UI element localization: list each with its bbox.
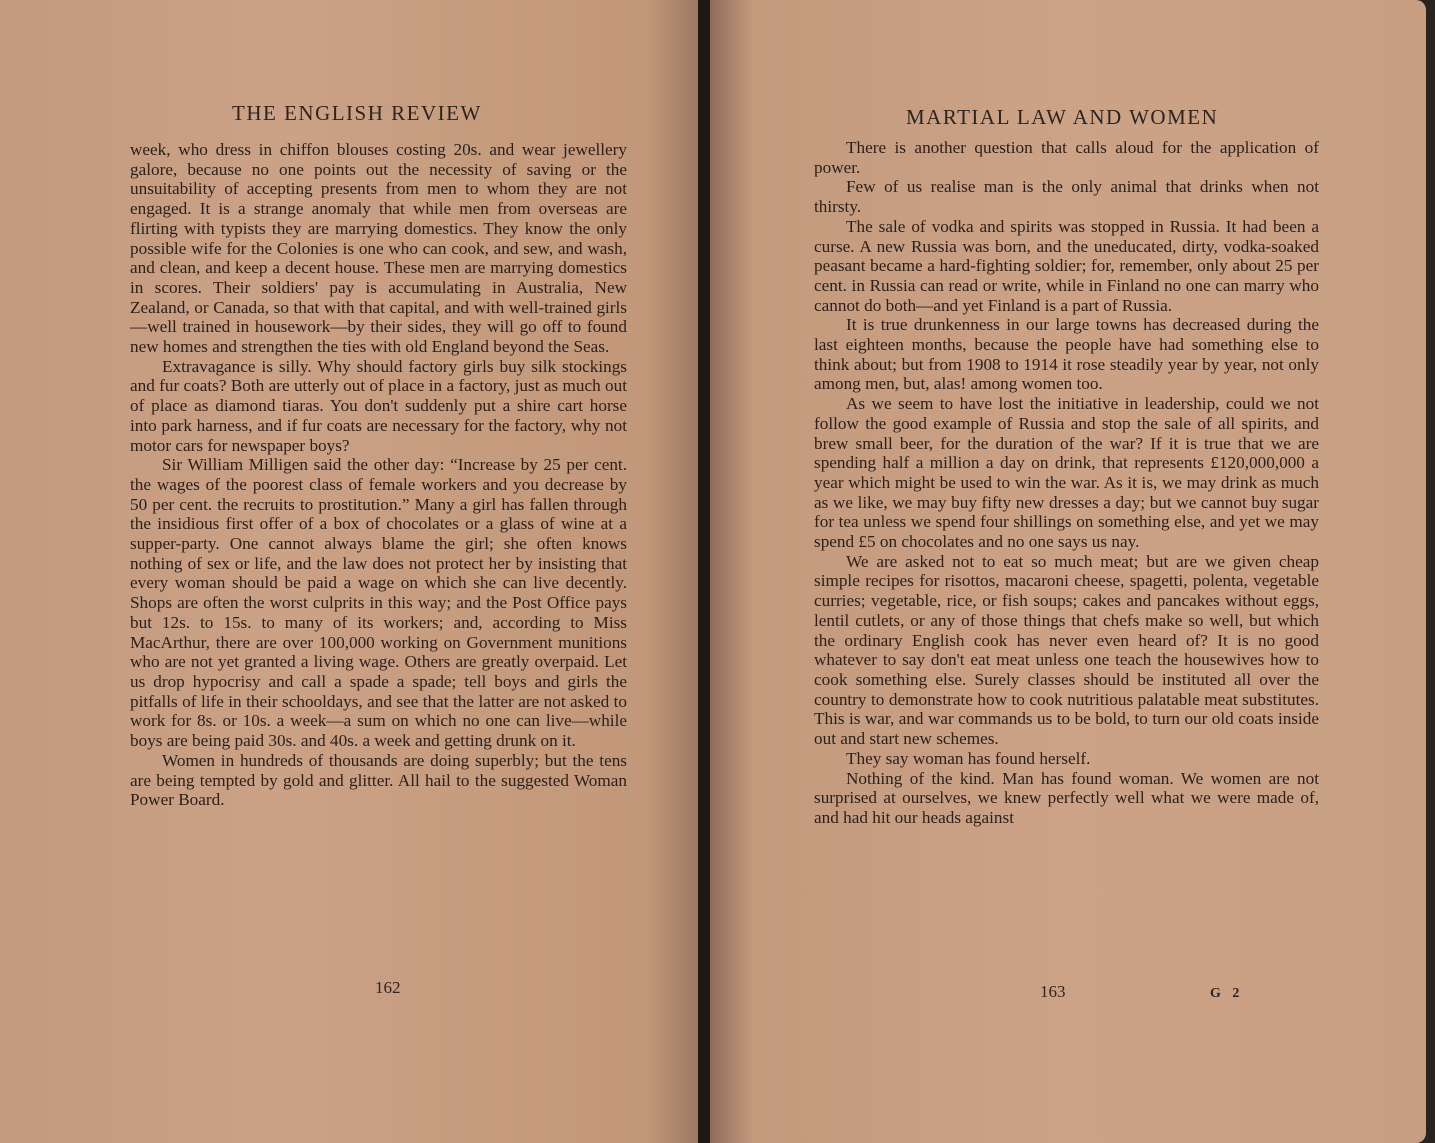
left-page	[0, 0, 703, 1143]
paragraph: Extravagance is silly. Why should factory girls buy silk stockings and fur coats? Both are utterly out of place in a factory, just as much out of place as diamond tiaras. You don't suddenly put a shire cart horse into park harness, and if fur coats are necessary for the factory, why not motor cars for newspaper boys?	[130, 356, 627, 455]
paragraph: week, who dress in chiffon blouses costing 20s. and wear jewellery galore, because no one points out the necessity of saving or the unsuitability of accepting presents from men to whom they are not engaged. It is a strange anomaly that while men from overseas are flirting with typists they are marrying domestics. They know the only possible wife for the Colonies is one who can cook, and sew, and wash, and clean, and keep a decent house. These men are marrying domestics in scores. Their soldiers' pay is accumulating in Australia, New Zealand, or Canada, so that with that capital, and with well-trained girls—well trained in housework—by their sides, they will go off to found new homes and strengthen the ties with old England beyond the Seas.	[130, 140, 627, 357]
paragraph: Nothing of the kind. Man has found woman. We women are not surprised at ourselves, we knew perfectly well what we were made of, and had hit our heads against	[814, 768, 1319, 827]
paragraph: The sale of vodka and spirits was stopped in Russia. It had been a curse. A new Russia was born, and the uneducated, dirty, vodka-soaked peasant became a hard-fighting soldier; for, remember, only about 25 per cent. in Russia can read or write, while in Finland no one can marry who cannot do both—and yet Finland is a part of Russia.	[814, 216, 1319, 315]
running-header-left: THE ENGLISH REVIEW	[232, 101, 482, 125]
left-page-body	[130, 140, 627, 810]
page-number-left: 162	[375, 978, 401, 997]
signature-mark: G 2	[1210, 986, 1244, 1001]
paragraph: They say woman has found herself.	[846, 748, 1091, 768]
paragraph: It is true drunkenness in our large towns has decreased during the last eighteen months, because the people have had something else to think about; but from 1908 to 1914 it rose steadily year by year, not only among men, but, alas! among women too.	[814, 315, 1319, 394]
right-page	[710, 0, 1426, 1143]
running-header-right: MARTIAL LAW AND WOMEN	[906, 105, 1219, 129]
book-edge	[1426, 0, 1435, 1143]
paragraph: As we seem to have lost the initiative in leadership, could we not follow the good example of Russia and stop the sale of all spirits, and brew small beer, for the duration of the war? If it is true that we are spending half a million a day on drink, that represents £120,000,000 a year which might be used to win the war. As it is, we may drink as much as we like, we may buy fifty new dresses a day; but we cannot buy sugar for tea unless we spend four shillings on something else, and yet we may spend £5 on chocolates and no one says us nay.	[814, 394, 1319, 552]
paragraph: Women in hundreds of thousands are doing superbly; but the tens are being tempted by gold and glitter. All hail to the suggested Woman Power Board.	[130, 750, 627, 810]
paragraph: Sir William Milligen said the other day: “Increase by 25 per cent. the wages of the poorest class of female workers and you decrease by 50 per cent. the recruits to prostitution.” Many a girl has fallen through the insidious first offer of a box of chocolates or a glass of wine at a supper-party. One cannot always blame the girl; she often knows nothing of sex or life, and the law does not protect her by insisting that every woman should be paid a wage on which she can live decently. Shops are often the worst culprits in this way; and the Post Office pays but 12s. to 15s. to many of its workers; and, according to Miss MacArthur, there are over 100,000 working on Government munitions who are not yet granted a living wage. Others are greatly overpaid. Let us drop hypocrisy and call a spade a spade; tell boys and girls the pitfalls of life in their schooldays, and see that the latter are not asked to work for 8s. or 10s. a week—a sum on which no one can live—while boys are being paid 30s. and 40s. a week and getting drunk on it.	[130, 455, 627, 751]
right-page-body	[814, 138, 1319, 828]
paragraph: We are asked not to eat so much meat; but are we given cheap simple recipes for risottos, macaroni cheese, spagetti, polenta, vegetable curries; vegetable, rice, or fish soups; cakes and pancakes without eggs, lentil cutlets, or any of those things that chefs make so well, but which the ordinary English cook has never even heard of? It is no good whatever to say don't eat meat unless one teach the housewives how to cook something else. Surely classes should be instituted all over the country to demonstrate how to cook nutritious palatable meat substitutes. This is war, and war commands us to be bold, to turn our old coats inside out and start new schemes.	[814, 551, 1319, 749]
paragraph: There is another question that calls aloud for the application of power.	[814, 138, 1319, 177]
page-number-right: 163	[1040, 982, 1066, 1001]
paragraph: Few of us realise man is the only animal that drinks when not thirsty.	[814, 177, 1319, 217]
